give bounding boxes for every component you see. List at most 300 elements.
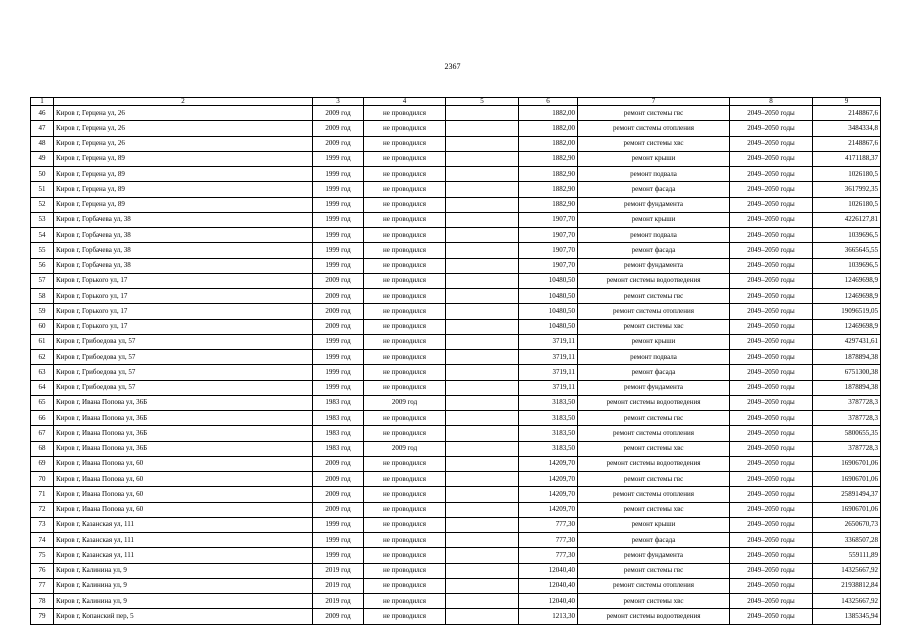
commissioning-year-cell: 2019 год xyxy=(313,578,364,593)
address-cell: Киров г, Герцена ул, 89 xyxy=(54,182,313,197)
commissioning-year-cell: 1999 год xyxy=(313,334,364,349)
area-cell: 10480,50 xyxy=(519,319,578,334)
area-cell: 10480,50 xyxy=(519,289,578,304)
page-number: 2367 xyxy=(444,62,461,71)
planned-period-cell: 2049–2050 годы xyxy=(730,151,813,166)
cost-cell: 16906701,06 xyxy=(813,502,881,517)
address-cell: Киров г, Ивана Попова ул, 60 xyxy=(54,502,313,517)
cost-cell: 2148867,6 xyxy=(813,136,881,151)
repair-type-cell: ремонт системы гвс xyxy=(578,563,730,578)
last-repair-year-cell: не проводился xyxy=(364,106,446,121)
planned-period-cell: 2049–2050 годы xyxy=(730,197,813,212)
empty-cell xyxy=(446,426,519,441)
table-row xyxy=(31,121,881,136)
planned-period-cell: 2049–2050 годы xyxy=(730,228,813,243)
address-cell: Киров г, Ивана Попова ул, 36Б xyxy=(54,426,313,441)
area-cell: 3719,11 xyxy=(519,365,578,380)
address-cell: Киров г, Ивана Попова ул, 60 xyxy=(54,487,313,502)
cost-cell: 21938812,84 xyxy=(813,578,881,593)
row-number-cell: 66 xyxy=(31,411,54,426)
area-cell: 3183,50 xyxy=(519,426,578,441)
commissioning-year-cell: 1983 год xyxy=(313,411,364,426)
empty-cell xyxy=(446,441,519,456)
row-number-cell: 54 xyxy=(31,228,54,243)
address-cell: Киров г, Герцена ул, 26 xyxy=(54,106,313,121)
planned-period-cell: 2049–2050 годы xyxy=(730,502,813,517)
area-cell: 1882,00 xyxy=(519,121,578,136)
table-row xyxy=(31,487,881,502)
area-cell: 777,30 xyxy=(519,517,578,532)
repair-type-cell: ремонт фундамента xyxy=(578,380,730,395)
last-repair-year-cell: 2009 год xyxy=(364,441,446,456)
area-cell: 3719,11 xyxy=(519,380,578,395)
address-cell: Киров г, Герцена ул, 26 xyxy=(54,136,313,151)
commissioning-year-cell: 2009 год xyxy=(313,136,364,151)
commissioning-year-cell: 2009 год xyxy=(313,289,364,304)
row-number-cell: 56 xyxy=(31,258,54,273)
planned-period-cell: 2049–2050 годы xyxy=(730,609,813,624)
commissioning-year-cell: 2009 год xyxy=(313,609,364,624)
last-repair-year-cell: не проводился xyxy=(364,273,446,288)
column-header-6: 6 xyxy=(519,98,578,106)
repair-type-cell: ремонт системы отопления xyxy=(578,304,730,319)
table-row xyxy=(31,136,881,151)
cost-cell: 1878894,38 xyxy=(813,350,881,365)
address-cell: Киров г, Ивана Попова ул, 36Б xyxy=(54,411,313,426)
cost-cell: 4226127,81 xyxy=(813,212,881,227)
address-cell: Киров г, Ивана Попова ул, 60 xyxy=(54,456,313,471)
empty-cell xyxy=(446,456,519,471)
table-row xyxy=(31,548,881,563)
table-row xyxy=(31,365,881,380)
cost-cell: 16906701,06 xyxy=(813,472,881,487)
cost-cell: 3368507,28 xyxy=(813,533,881,548)
row-number-cell: 64 xyxy=(31,380,54,395)
cost-cell: 25891494,37 xyxy=(813,487,881,502)
cost-cell: 3617992,35 xyxy=(813,182,881,197)
table-row xyxy=(31,167,881,182)
cost-cell: 12469698,9 xyxy=(813,273,881,288)
row-number-cell: 47 xyxy=(31,121,54,136)
address-cell: Киров г, Казанская ул, 111 xyxy=(54,533,313,548)
planned-period-cell: 2049–2050 годы xyxy=(730,243,813,258)
planned-period-cell: 2049–2050 годы xyxy=(730,182,813,197)
last-repair-year-cell: не проводился xyxy=(364,578,446,593)
area-cell: 3183,50 xyxy=(519,411,578,426)
commissioning-year-cell: 1999 год xyxy=(313,167,364,182)
empty-cell xyxy=(446,609,519,624)
empty-cell xyxy=(446,411,519,426)
row-number-cell: 55 xyxy=(31,243,54,258)
cost-cell: 1039696,5 xyxy=(813,228,881,243)
empty-cell xyxy=(446,395,519,410)
column-header-5: 5 xyxy=(446,98,519,106)
empty-cell xyxy=(446,182,519,197)
last-repair-year-cell: не проводился xyxy=(364,304,446,319)
row-number-cell: 62 xyxy=(31,350,54,365)
row-number-cell: 58 xyxy=(31,289,54,304)
last-repair-year-cell: не проводился xyxy=(364,411,446,426)
planned-period-cell: 2049–2050 годы xyxy=(730,212,813,227)
commissioning-year-cell: 2009 год xyxy=(313,319,364,334)
row-number-cell: 49 xyxy=(31,151,54,166)
commissioning-year-cell: 1999 год xyxy=(313,228,364,243)
table-row xyxy=(31,472,881,487)
planned-period-cell: 2049–2050 годы xyxy=(730,273,813,288)
repair-type-cell: ремонт системы гвс xyxy=(578,411,730,426)
table-row xyxy=(31,563,881,578)
commissioning-year-cell: 1999 год xyxy=(313,243,364,258)
area-cell: 10480,50 xyxy=(519,304,578,319)
planned-period-cell: 2049–2050 годы xyxy=(730,350,813,365)
row-number-cell: 46 xyxy=(31,106,54,121)
last-repair-year-cell: не проводился xyxy=(364,121,446,136)
table-row xyxy=(31,243,881,258)
last-repair-year-cell: не проводился xyxy=(364,334,446,349)
cost-cell: 1026180,5 xyxy=(813,197,881,212)
row-number-cell: 63 xyxy=(31,365,54,380)
area-cell: 1907,70 xyxy=(519,258,578,273)
cost-cell: 12469698,9 xyxy=(813,289,881,304)
repair-type-cell: ремонт системы гвс xyxy=(578,289,730,304)
planned-period-cell: 2049–2050 годы xyxy=(730,121,813,136)
planned-period-cell: 2049–2050 годы xyxy=(730,106,813,121)
repair-type-cell: ремонт крыши xyxy=(578,517,730,532)
repair-type-cell: ремонт подвала xyxy=(578,228,730,243)
repair-type-cell: ремонт фасада xyxy=(578,533,730,548)
commissioning-year-cell: 2009 год xyxy=(313,472,364,487)
area-cell: 14209,70 xyxy=(519,502,578,517)
address-cell: Киров г, Ивана Попова ул, 36Б xyxy=(54,395,313,410)
table-row xyxy=(31,411,881,426)
table-row xyxy=(31,578,881,593)
last-repair-year-cell: не проводился xyxy=(364,212,446,227)
planned-period-cell: 2049–2050 годы xyxy=(730,395,813,410)
table-row xyxy=(31,609,881,624)
empty-cell xyxy=(446,533,519,548)
column-header-7: 7 xyxy=(578,98,730,106)
address-cell: Киров г, Ивана Попова ул, 36Б xyxy=(54,441,313,456)
address-cell: Киров г, Калинина ул, 9 xyxy=(54,563,313,578)
cost-cell: 1878894,38 xyxy=(813,380,881,395)
empty-cell xyxy=(446,151,519,166)
last-repair-year-cell: не проводился xyxy=(364,533,446,548)
cost-cell: 4171188,37 xyxy=(813,151,881,166)
empty-cell xyxy=(446,365,519,380)
commissioning-year-cell: 2009 год xyxy=(313,456,364,471)
planned-period-cell: 2049–2050 годы xyxy=(730,334,813,349)
repair-type-cell: ремонт фасада xyxy=(578,365,730,380)
address-cell: Киров г, Казанская ул, 111 xyxy=(54,517,313,532)
area-cell: 1213,30 xyxy=(519,609,578,624)
table-row xyxy=(31,350,881,365)
area-cell: 1907,70 xyxy=(519,212,578,227)
table-row xyxy=(31,594,881,609)
row-number-cell: 60 xyxy=(31,319,54,334)
commissioning-year-cell: 1999 год xyxy=(313,548,364,563)
column-header-1: 1 xyxy=(31,98,54,106)
column-number-row xyxy=(31,98,881,106)
area-cell: 777,30 xyxy=(519,548,578,563)
address-cell: Киров г, Ивана Попова ул, 60 xyxy=(54,472,313,487)
cost-cell: 3787728,3 xyxy=(813,441,881,456)
last-repair-year-cell: не проводился xyxy=(364,548,446,563)
repair-type-cell: ремонт системы отопления xyxy=(578,121,730,136)
commissioning-year-cell: 2009 год xyxy=(313,106,364,121)
repair-type-cell: ремонт подвала xyxy=(578,350,730,365)
empty-cell xyxy=(446,334,519,349)
planned-period-cell: 2049–2050 годы xyxy=(730,487,813,502)
table-row xyxy=(31,334,881,349)
empty-cell xyxy=(446,380,519,395)
planned-period-cell: 2049–2050 годы xyxy=(730,304,813,319)
commissioning-year-cell: 1983 год xyxy=(313,441,364,456)
row-number-cell: 57 xyxy=(31,273,54,288)
empty-cell xyxy=(446,304,519,319)
repair-type-cell: ремонт системы гвс xyxy=(578,106,730,121)
address-cell: Киров г, Грибоедова ул, 57 xyxy=(54,350,313,365)
repair-type-cell: ремонт системы хвс xyxy=(578,502,730,517)
repair-type-cell: ремонт крыши xyxy=(578,334,730,349)
address-cell: Киров г, Горбачева ул, 38 xyxy=(54,228,313,243)
planned-period-cell: 2049–2050 годы xyxy=(730,456,813,471)
cost-cell: 1026180,5 xyxy=(813,167,881,182)
area-cell: 14209,70 xyxy=(519,456,578,471)
commissioning-year-cell: 2019 год xyxy=(313,594,364,609)
cost-cell: 12469698,9 xyxy=(813,319,881,334)
planned-period-cell: 2049–2050 годы xyxy=(730,411,813,426)
column-header-3: 3 xyxy=(313,98,364,106)
empty-cell xyxy=(446,243,519,258)
empty-cell xyxy=(446,563,519,578)
row-number-cell: 77 xyxy=(31,578,54,593)
address-cell: Киров г, Копанский пер, 5 xyxy=(54,609,313,624)
area-cell: 1882,00 xyxy=(519,106,578,121)
commissioning-year-cell: 1999 год xyxy=(313,197,364,212)
table-row xyxy=(31,212,881,227)
empty-cell xyxy=(446,517,519,532)
empty-cell xyxy=(446,273,519,288)
table-row xyxy=(31,289,881,304)
area-cell: 14209,70 xyxy=(519,472,578,487)
row-number-cell: 70 xyxy=(31,472,54,487)
area-cell: 1907,70 xyxy=(519,228,578,243)
table-row xyxy=(31,441,881,456)
address-cell: Киров г, Горбачева ул, 38 xyxy=(54,212,313,227)
address-cell: Киров г, Горбачева ул, 38 xyxy=(54,243,313,258)
last-repair-year-cell: не проводился xyxy=(364,365,446,380)
commissioning-year-cell: 1999 год xyxy=(313,350,364,365)
address-cell: Киров г, Горького ул, 17 xyxy=(54,319,313,334)
address-cell: Киров г, Грибоедова ул, 57 xyxy=(54,365,313,380)
address-cell: Киров г, Горького ул, 17 xyxy=(54,304,313,319)
table-row xyxy=(31,456,881,471)
last-repair-year-cell: не проводился xyxy=(364,182,446,197)
table-row xyxy=(31,182,881,197)
address-cell: Киров г, Герцена ул, 89 xyxy=(54,167,313,182)
planned-period-cell: 2049–2050 годы xyxy=(730,167,813,182)
row-number-cell: 50 xyxy=(31,167,54,182)
address-cell: Киров г, Казанская ул, 111 xyxy=(54,548,313,563)
row-number-cell: 68 xyxy=(31,441,54,456)
row-number-cell: 61 xyxy=(31,334,54,349)
last-repair-year-cell: не проводился xyxy=(364,136,446,151)
commissioning-year-cell: 1983 год xyxy=(313,395,364,410)
planned-period-cell: 2049–2050 годы xyxy=(730,548,813,563)
cost-cell: 14325667,92 xyxy=(813,594,881,609)
repair-type-cell: ремонт системы отопления xyxy=(578,426,730,441)
table-row xyxy=(31,380,881,395)
planned-period-cell: 2049–2050 годы xyxy=(730,319,813,334)
column-header-4: 4 xyxy=(364,98,446,106)
empty-cell xyxy=(446,212,519,227)
empty-cell xyxy=(446,258,519,273)
last-repair-year-cell: не проводился xyxy=(364,289,446,304)
planned-period-cell: 2049–2050 годы xyxy=(730,533,813,548)
repair-type-cell: ремонт системы водоотведения xyxy=(578,273,730,288)
area-cell: 10480,50 xyxy=(519,273,578,288)
cost-cell: 3665645,55 xyxy=(813,243,881,258)
commissioning-year-cell: 2009 год xyxy=(313,273,364,288)
last-repair-year-cell: не проводился xyxy=(364,228,446,243)
area-cell: 3183,50 xyxy=(519,395,578,410)
row-number-cell: 59 xyxy=(31,304,54,319)
last-repair-year-cell: не проводился xyxy=(364,456,446,471)
last-repair-year-cell: не проводился xyxy=(364,517,446,532)
cost-cell: 3484334,8 xyxy=(813,121,881,136)
address-cell: Киров г, Горького ул, 17 xyxy=(54,273,313,288)
address-cell: Киров г, Калинина ул, 9 xyxy=(54,578,313,593)
last-repair-year-cell: не проводился xyxy=(364,197,446,212)
commissioning-year-cell: 2009 год xyxy=(313,121,364,136)
commissioning-year-cell: 1983 год xyxy=(313,426,364,441)
repair-type-cell: ремонт системы хвс xyxy=(578,441,730,456)
planned-period-cell: 2049–2050 годы xyxy=(730,472,813,487)
table-row xyxy=(31,533,881,548)
area-cell: 3183,50 xyxy=(519,441,578,456)
area-cell: 1907,70 xyxy=(519,243,578,258)
empty-cell xyxy=(446,548,519,563)
empty-cell xyxy=(446,487,519,502)
area-cell: 1882,90 xyxy=(519,182,578,197)
area-cell: 3719,11 xyxy=(519,334,578,349)
column-header-8: 8 xyxy=(730,98,813,106)
commissioning-year-cell: 1999 год xyxy=(313,365,364,380)
table-row xyxy=(31,258,881,273)
table-row xyxy=(31,106,881,121)
commissioning-year-cell: 1999 год xyxy=(313,182,364,197)
commissioning-year-cell: 2009 год xyxy=(313,487,364,502)
repair-type-cell: ремонт системы водоотведения xyxy=(578,395,730,410)
empty-cell xyxy=(446,197,519,212)
cost-cell: 559111,89 xyxy=(813,548,881,563)
empty-cell xyxy=(446,319,519,334)
cost-cell: 5800655,35 xyxy=(813,426,881,441)
row-number-cell: 52 xyxy=(31,197,54,212)
repair-type-cell: ремонт системы водоотведения xyxy=(578,609,730,624)
commissioning-year-cell: 1999 год xyxy=(313,151,364,166)
last-repair-year-cell: не проводился xyxy=(364,167,446,182)
empty-cell xyxy=(446,121,519,136)
table-body xyxy=(31,106,881,625)
area-cell: 12040,40 xyxy=(519,563,578,578)
row-number-cell: 53 xyxy=(31,212,54,227)
commissioning-year-cell: 1999 год xyxy=(313,258,364,273)
planned-period-cell: 2049–2050 годы xyxy=(730,563,813,578)
cost-cell: 2650670,73 xyxy=(813,517,881,532)
cost-cell: 2148867,6 xyxy=(813,106,881,121)
row-number-cell: 71 xyxy=(31,487,54,502)
planned-period-cell: 2049–2050 годы xyxy=(730,594,813,609)
cost-cell: 3787728,3 xyxy=(813,395,881,410)
repair-type-cell: ремонт фундамента xyxy=(578,197,730,212)
address-cell: Киров г, Герцена ул, 89 xyxy=(54,197,313,212)
table-row xyxy=(31,151,881,166)
cost-cell: 16906701,06 xyxy=(813,456,881,471)
repair-type-cell: ремонт фасада xyxy=(578,182,730,197)
area-cell: 777,30 xyxy=(519,533,578,548)
address-cell: Киров г, Калинина ул, 9 xyxy=(54,594,313,609)
empty-cell xyxy=(446,167,519,182)
last-repair-year-cell: не проводился xyxy=(364,243,446,258)
last-repair-year-cell: не проводился xyxy=(364,487,446,502)
repair-type-cell: ремонт системы отопления xyxy=(578,487,730,502)
repair-type-cell: ремонт подвала xyxy=(578,167,730,182)
last-repair-year-cell: не проводился xyxy=(364,319,446,334)
column-header-2: 2 xyxy=(54,98,313,106)
commissioning-year-cell: 1999 год xyxy=(313,517,364,532)
repair-type-cell: ремонт крыши xyxy=(578,151,730,166)
repair-type-cell: ремонт системы хвс xyxy=(578,319,730,334)
last-repair-year-cell: не проводился xyxy=(364,258,446,273)
repair-type-cell: ремонт системы хвс xyxy=(578,136,730,151)
area-cell: 12040,40 xyxy=(519,578,578,593)
planned-period-cell: 2049–2050 годы xyxy=(730,289,813,304)
address-cell: Киров г, Горького ул, 17 xyxy=(54,289,313,304)
commissioning-year-cell: 1999 год xyxy=(313,212,364,227)
cost-cell: 3787728,3 xyxy=(813,411,881,426)
last-repair-year-cell: не проводился xyxy=(364,472,446,487)
commissioning-year-cell: 1999 год xyxy=(313,533,364,548)
last-repair-year-cell: не проводился xyxy=(364,563,446,578)
table-row xyxy=(31,426,881,441)
row-number-cell: 51 xyxy=(31,182,54,197)
cost-cell: 1385345,94 xyxy=(813,609,881,624)
empty-cell xyxy=(446,289,519,304)
planned-period-cell: 2049–2050 годы xyxy=(730,441,813,456)
capital-repair-table xyxy=(30,97,881,625)
empty-cell xyxy=(446,136,519,151)
table-row xyxy=(31,502,881,517)
table-row xyxy=(31,304,881,319)
empty-cell xyxy=(446,472,519,487)
table-row xyxy=(31,273,881,288)
cost-cell: 1039696,5 xyxy=(813,258,881,273)
row-number-cell: 74 xyxy=(31,533,54,548)
planned-period-cell: 2049–2050 годы xyxy=(730,258,813,273)
column-header-9: 9 xyxy=(813,98,881,106)
last-repair-year-cell: не проводился xyxy=(364,151,446,166)
cost-cell: 14325667,92 xyxy=(813,563,881,578)
cost-cell: 6751300,38 xyxy=(813,365,881,380)
commissioning-year-cell: 2009 год xyxy=(313,502,364,517)
area-cell: 1882,00 xyxy=(519,136,578,151)
last-repair-year-cell: не проводился xyxy=(364,594,446,609)
cost-cell: 19096519,05 xyxy=(813,304,881,319)
area-cell: 1882,90 xyxy=(519,167,578,182)
table-row xyxy=(31,228,881,243)
area-cell: 1882,90 xyxy=(519,197,578,212)
